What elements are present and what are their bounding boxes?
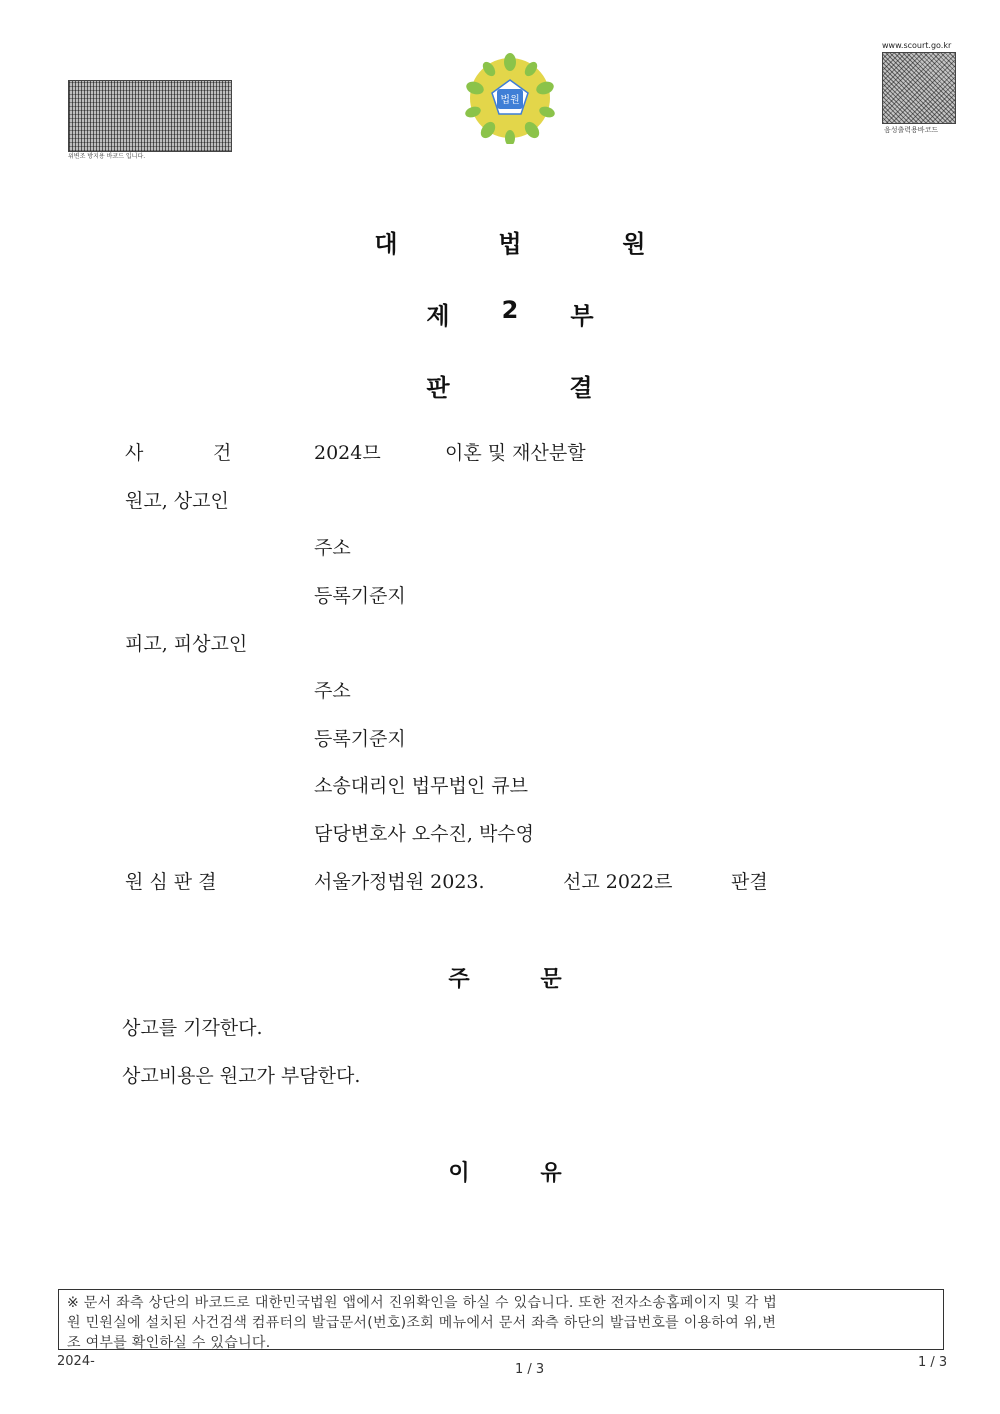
division-char: 제	[426, 302, 450, 330]
document-type-char: 판	[426, 374, 450, 402]
legal-counsel: 소송대리인 법무법인 큐브	[314, 775, 528, 797]
original-court: 서울가정법원 2023.	[314, 871, 485, 893]
page-number: 1 / 3	[515, 1362, 545, 1377]
order-line: 상고비용은 원고가 부담한다.	[122, 1065, 361, 1087]
reasons-heading	[0, 1156, 1000, 1186]
document-type	[0, 368, 1000, 402]
original-judgment-label: 원 심 판 결	[125, 871, 217, 893]
plaintiff-registry-label: 등록기준지	[314, 585, 406, 607]
verification-barcode	[68, 80, 232, 152]
order-heading-char: 주	[448, 967, 470, 992]
attorneys-in-charge: 담당변호사 오수진, 박수영	[314, 823, 535, 845]
authenticity-notice-line: ※ 문서 좌측 상단의 바코드로 대한민국법원 앱에서 진위확인을 하실 수 있습니다. 또한 전자소송홈페이지 및 각 법	[67, 1295, 778, 1311]
court-website-url: www.scourt.go.kr	[882, 41, 952, 50]
page-number-right: 1 / 3	[918, 1355, 948, 1370]
case-label-char: 건	[213, 442, 232, 464]
defendant-address-label: 주소	[314, 680, 351, 702]
order-heading	[0, 962, 1000, 992]
original-sentence: 선고 2022르	[563, 871, 673, 893]
case-number: 2024므	[314, 442, 381, 464]
case-label-char: 사	[125, 442, 144, 464]
issue-number: 2024-	[57, 1354, 95, 1369]
verification-barcode-caption: 위변조 방지용 바코드 입니다.	[68, 153, 146, 160]
original-judgment-suffix: 판결	[731, 871, 768, 893]
order-line: 상고를 기각한다.	[122, 1017, 263, 1039]
court-seal-text: 법원	[500, 95, 520, 106]
reasons-heading-char: 이	[448, 1161, 470, 1186]
court-name-char: 법	[498, 230, 522, 258]
court-name-char: 원	[622, 230, 646, 258]
case-name: 이혼 및 재산분할	[445, 442, 586, 464]
voice-output-barcode	[882, 52, 956, 124]
plaintiff-label: 원고, 상고인	[125, 490, 229, 512]
division-char: 2	[501, 296, 519, 324]
authenticity-notice	[58, 1289, 944, 1350]
voice-output-barcode-caption: 음성출력용바코드	[884, 126, 939, 134]
court-name-char: 대	[374, 230, 398, 258]
court-name	[0, 224, 1000, 258]
document-type-char: 결	[569, 374, 593, 402]
reasons-heading-char: 유	[540, 1161, 562, 1186]
defendant-registry-label: 등록기준지	[314, 728, 406, 750]
defendant-label: 피고, 피상고인	[125, 633, 248, 655]
plaintiff-address-label: 주소	[314, 537, 351, 559]
authenticity-notice-line: 원 민원실에 설치된 사건검색 컴퓨터의 발급문서(번호)조회 메뉴에서 문서 좌측 하단의 발급번호를 이용하여 위,변	[67, 1315, 777, 1331]
court-seal-icon	[465, 52, 555, 144]
authenticity-notice-line: 조 여부를 확인하실 수 있습니다.	[67, 1335, 271, 1351]
order-heading-char: 문	[540, 967, 562, 992]
division-name	[0, 296, 1000, 330]
division-char: 부	[570, 302, 594, 330]
